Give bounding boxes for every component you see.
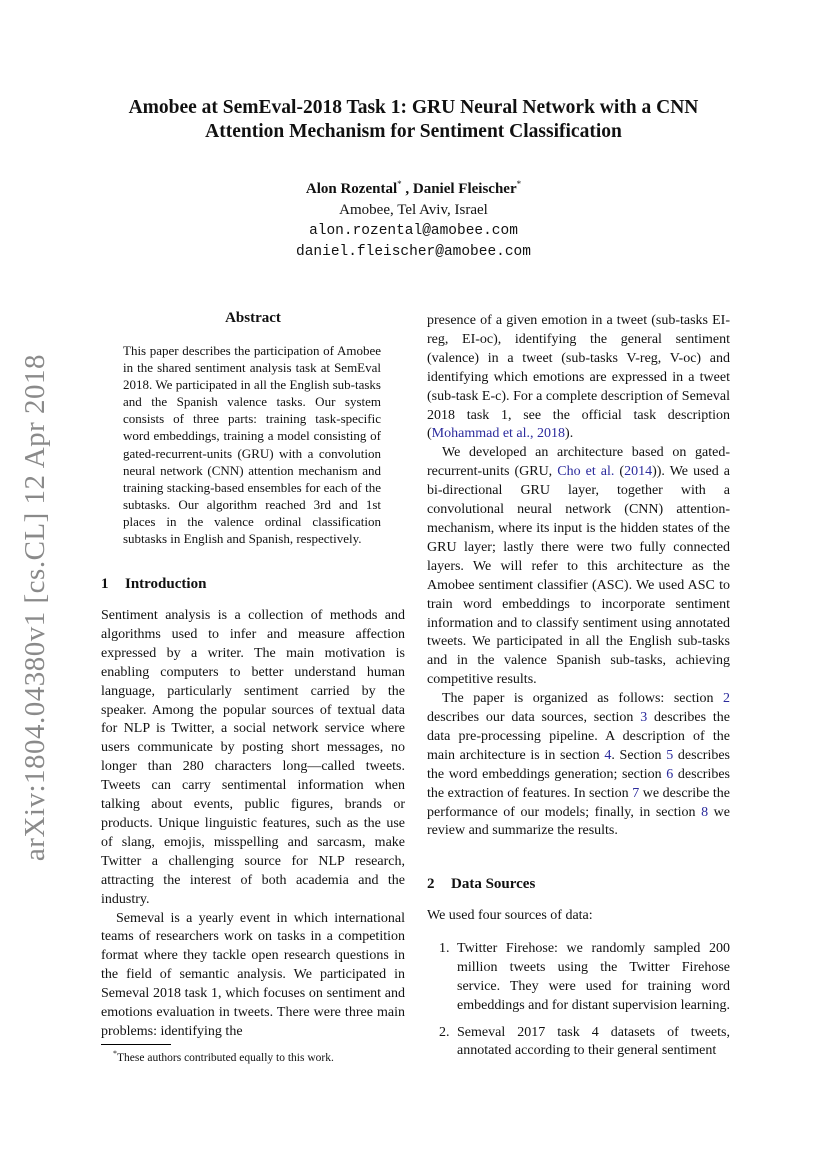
author-1-mark: * <box>397 179 402 189</box>
arxiv-identifier <box>19 353 52 861</box>
architecture-paragraph <box>427 444 730 690</box>
abstract-text: This paper describes the participation of Amobee in the shared sentiment analysis task at SemEval 2018. We participated in all the English sub-tasks and the Spanish valence tasks. Our system consists of three parts: training task-specific word embeddings, training a model consisting of gated-recurrent-units (GRU) with a convolution neural network (CNN) attention mechanism and training stacking-based ensembles for each of the subtasks. Our algorithm reached 3rd and 1st places in the valence ordinal classification subtasks in English and Spanish, respectively. <box>123 343 381 547</box>
citation-cho-et-al[interactable]: Cho et al. <box>557 464 615 480</box>
email-1: alon.rozental@amobee.com <box>309 223 518 239</box>
author-2-mark: * <box>516 179 522 189</box>
affiliation: Amobee, Tel Aviv, Israel <box>339 202 488 218</box>
section-2-number: 2 <box>427 876 435 892</box>
citation-mohammad-2018[interactable]: Mohammad et al., 2018 <box>431 426 566 442</box>
section-1-heading <box>101 576 206 593</box>
data-sources-list <box>427 940 730 1061</box>
list-item-text: Twitter Firehose: we randomly sampled 200 million tweets using the Twitter Firehose service. They were used for training word embeddings and for distant supervision learning. <box>457 940 730 1013</box>
intro-body <box>101 607 405 1042</box>
section-ref-5[interactable]: 5 <box>666 747 674 763</box>
paragraph-text: The paper is organized as follows: section <box>442 691 723 707</box>
title-line-2: Attention Mechanism for Sentiment Classification <box>205 121 622 142</box>
data-sources-body <box>427 907 730 1069</box>
paragraph-text: . Section <box>611 747 667 763</box>
paragraph-text: ). <box>565 426 574 442</box>
paragraph-text: presence of a given emotion in a tweet (sub-tasks EI-reg, EI-oc), identifying the general sentiment (valence) in a tweet (sub-tasks V-reg, V-oc) and identifying which emotions are expressed in a tweet (sub-task E-c). For a complete description of Semeval 2018 task 1, see the official task description ( <box>427 313 730 442</box>
paragraph-text: we describe the performance of our models; finally, in section <box>427 785 730 820</box>
section-2-heading <box>427 876 535 893</box>
section-ref-6[interactable]: 6 <box>666 766 674 782</box>
list-item <box>427 1024 730 1062</box>
author-names <box>80 174 747 200</box>
list-item-text: Semeval 2017 task 4 datasets of tweets, annotated according to their general sentiment <box>457 1024 730 1059</box>
abstract-heading: Abstract <box>225 310 281 326</box>
author-2: Daniel Fleischer <box>412 181 517 197</box>
footnote-rule <box>101 1044 171 1045</box>
citation-cho-year[interactable]: 2014 <box>624 464 653 480</box>
section-ref-2[interactable]: 2 <box>723 691 730 707</box>
data-sources-intro: We used four sources of data: <box>427 908 593 923</box>
title-line-1: Amobee at SemEval-2018 Task 1: GRU Neural Network with a CNN <box>128 97 699 118</box>
paragraph-text: )). We used a bi-directional GRU layer, together with a convolutional neural network (CNN) attention-mechanism, where its input is the hidden states of the GRU layer; lastly there were two fully connected layers. We will refer to this architecture as the Amobee sentiment classifier (ASC). We used ASC to train word embeddings to incorporate sentiment information and to classify sentiment using annotated tweets. We participated in all the English sub-tasks and in the valence Spanish sub-tasks, achieving competitive results. <box>427 464 730 688</box>
section-ref-3[interactable]: 3 <box>640 710 648 726</box>
paragraph-text: ( <box>614 464 625 480</box>
section-2-title: Data Sources <box>451 876 536 892</box>
intro-paragraph-2: Semeval is a yearly event in which international teams of researchers work on tasks in a competition format where they tackle open research questions in the field of semantic analysis. We participated in Semeval 2018 task 1, which focuses on sentiment and emotions evaluation in tweets. There were three main problems: identifying the <box>101 910 405 1039</box>
paper-title <box>80 96 747 144</box>
paragraph-text: describes the extraction of features. In section <box>427 766 730 801</box>
author-separator: , <box>401 181 413 197</box>
author-block <box>80 174 747 263</box>
footnote-mark: * <box>113 1049 117 1058</box>
arxiv-identifier-text: arXiv:1804.04380v1 [cs.CL] 12 Apr 2018 <box>19 353 52 861</box>
paragraph-text: describes our data sources, section <box>427 710 641 726</box>
organization-paragraph <box>427 690 730 841</box>
list-item <box>427 940 730 1016</box>
footnote <box>113 1049 334 1064</box>
paragraph-text: We developed an architecture based on gated-recurrent-units (GRU, <box>427 445 730 480</box>
list-item-number: 1. <box>439 940 450 956</box>
section-1-number: 1 <box>101 576 109 592</box>
right-column <box>427 312 730 841</box>
section-ref-7[interactable]: 7 <box>632 785 640 801</box>
intro-paragraph-1: Sentiment analysis is a collection of methods and algorithms used to infer and measure affection expressed by a writer. The main motivation is enabling computers to better understand human language, particularly sentiment carried by the speaker. Among the popular sources of textual data for NLP is Twitter, a social network service where users communicate by posting short messages, no longer than 280 characters long—called tweets. Tweets can carry sentimental information when talking about events, public figures, brands or products. Unique linguistic features, such as the use of slang, emojis, misspelling and sarcasm, make Twitter a challenging source for NLP research, attracting the interest of both academia and the industry. <box>101 608 405 907</box>
paragraph-text: we review and summarize the results. <box>427 804 730 839</box>
section-ref-4[interactable]: 4 <box>604 747 612 763</box>
paragraph-text: describes the word embeddings generation; section <box>427 747 730 782</box>
intro-paragraph-continued <box>427 312 730 444</box>
author-1: Alon Rozental <box>305 181 398 197</box>
section-ref-8[interactable]: 8 <box>701 804 709 820</box>
footnote-text: These authors contributed equally to this work. <box>117 1051 334 1064</box>
email-2: daniel.fleischer@amobee.com <box>296 244 531 260</box>
paragraph-text: describes the data pre-processing pipeline. A description of the main architecture is in section <box>427 710 730 763</box>
list-item-number: 2. <box>439 1024 450 1040</box>
section-1-title: Introduction <box>125 576 207 592</box>
